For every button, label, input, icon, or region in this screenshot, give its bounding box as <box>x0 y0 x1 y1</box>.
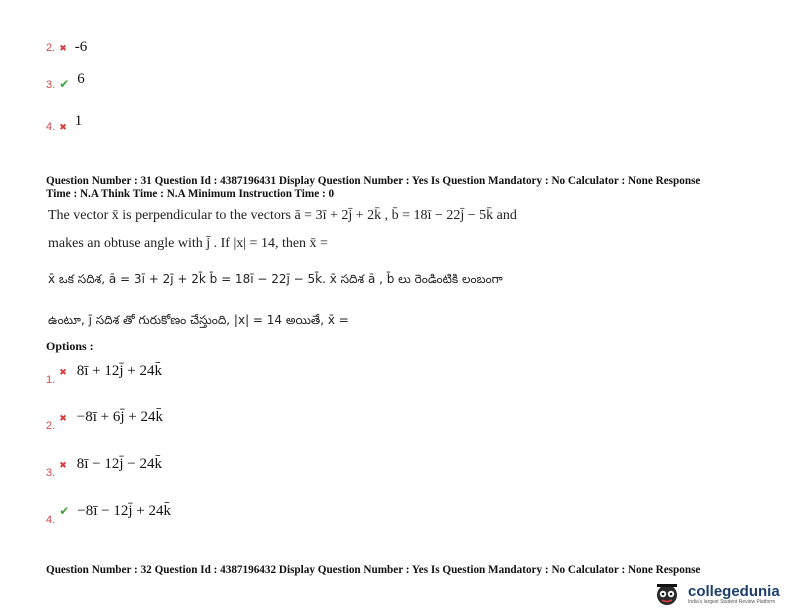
question-telugu-line-1: x̄ ఒక సదిశ, ā = 3ī + 2j̄ + 2k̄ b̄ = 18ī − 22j̄ − 5k̄. x̄ సదిశ ā , b̄ లు రెండింటికి లంబంగా <box>48 272 503 286</box>
wrong-mark-icon: ✖ <box>59 44 67 54</box>
option-value: 8ī + 12j̄ + 24k̄ <box>76 363 162 379</box>
wrong-mark-icon: ✖ <box>59 123 67 133</box>
question-telugu-line-2: ఉంటూ, j̄ సదిశ తో గురుకోణం చేస్తుంది, |x| = 14 అయితే, x̄ = <box>48 313 349 327</box>
collegedunia-logo <box>652 582 780 606</box>
correct-mark-icon: ✔ <box>59 504 70 518</box>
option-number: 1. <box>46 374 56 386</box>
option-number: 3. <box>46 79 56 91</box>
wrong-mark-icon: ✖ <box>59 368 67 378</box>
option-value: −8ī + 6j̄ + 24k̄ <box>76 409 163 425</box>
option-value: -6 <box>74 39 88 55</box>
option-1[interactable] <box>46 362 162 386</box>
wrong-mark-icon: ✖ <box>59 414 67 424</box>
mascot-icon <box>652 582 682 606</box>
option-number: 2. <box>46 42 56 54</box>
option-value: 6 <box>77 71 85 87</box>
wrong-mark-icon: ✖ <box>59 461 67 471</box>
option-2[interactable] <box>46 408 163 432</box>
question-31-meta <box>46 175 700 201</box>
question-32-meta <box>46 564 700 577</box>
correct-mark-icon: ✔ <box>59 77 70 91</box>
option-number: 3. <box>46 467 56 479</box>
question-english-line-2: makes an obtuse angle with j̄ . If |x| = 14, then x̄ = <box>48 236 328 251</box>
logo-name: collegedunia <box>688 582 780 600</box>
logo-tagline: India's largest Student Review Platform <box>688 598 776 605</box>
option-3-prev <box>46 71 85 93</box>
option-4[interactable] <box>46 502 171 526</box>
option-number: 4. <box>46 514 56 526</box>
option-number: 4. <box>46 121 56 133</box>
options-label: Options : <box>46 339 94 353</box>
option-4-prev <box>46 113 83 135</box>
option-2-prev <box>46 38 87 56</box>
option-value: 1 <box>74 113 83 129</box>
option-number: 2. <box>46 420 56 432</box>
meta-line: Question Number : 32 Question Id : 4387196432 Display Question Number : Yes Is Question Mandatory : No Calculator : None Response <box>46 564 701 576</box>
meta-line: Time : N.A Think Time : N.A Minimum Instruction Time : 0 <box>46 188 335 200</box>
question-english-line-1: The vector x̄ is perpendicular to the vectors ā = 3ī + 2j̄ + 2k̄ , b̄ = 18ī − 22j̄ − 5k̄ and <box>48 208 517 223</box>
option-3[interactable] <box>46 455 162 479</box>
option-value: −8ī − 12j̄ + 24k̄ <box>77 503 171 519</box>
option-value: 8ī − 12j̄ − 24k̄ <box>76 456 162 472</box>
meta-line: Question Number : 31 Question Id : 4387196431 Display Question Number : Yes Is Question Mandatory : No Calculator : None Response <box>46 175 701 187</box>
